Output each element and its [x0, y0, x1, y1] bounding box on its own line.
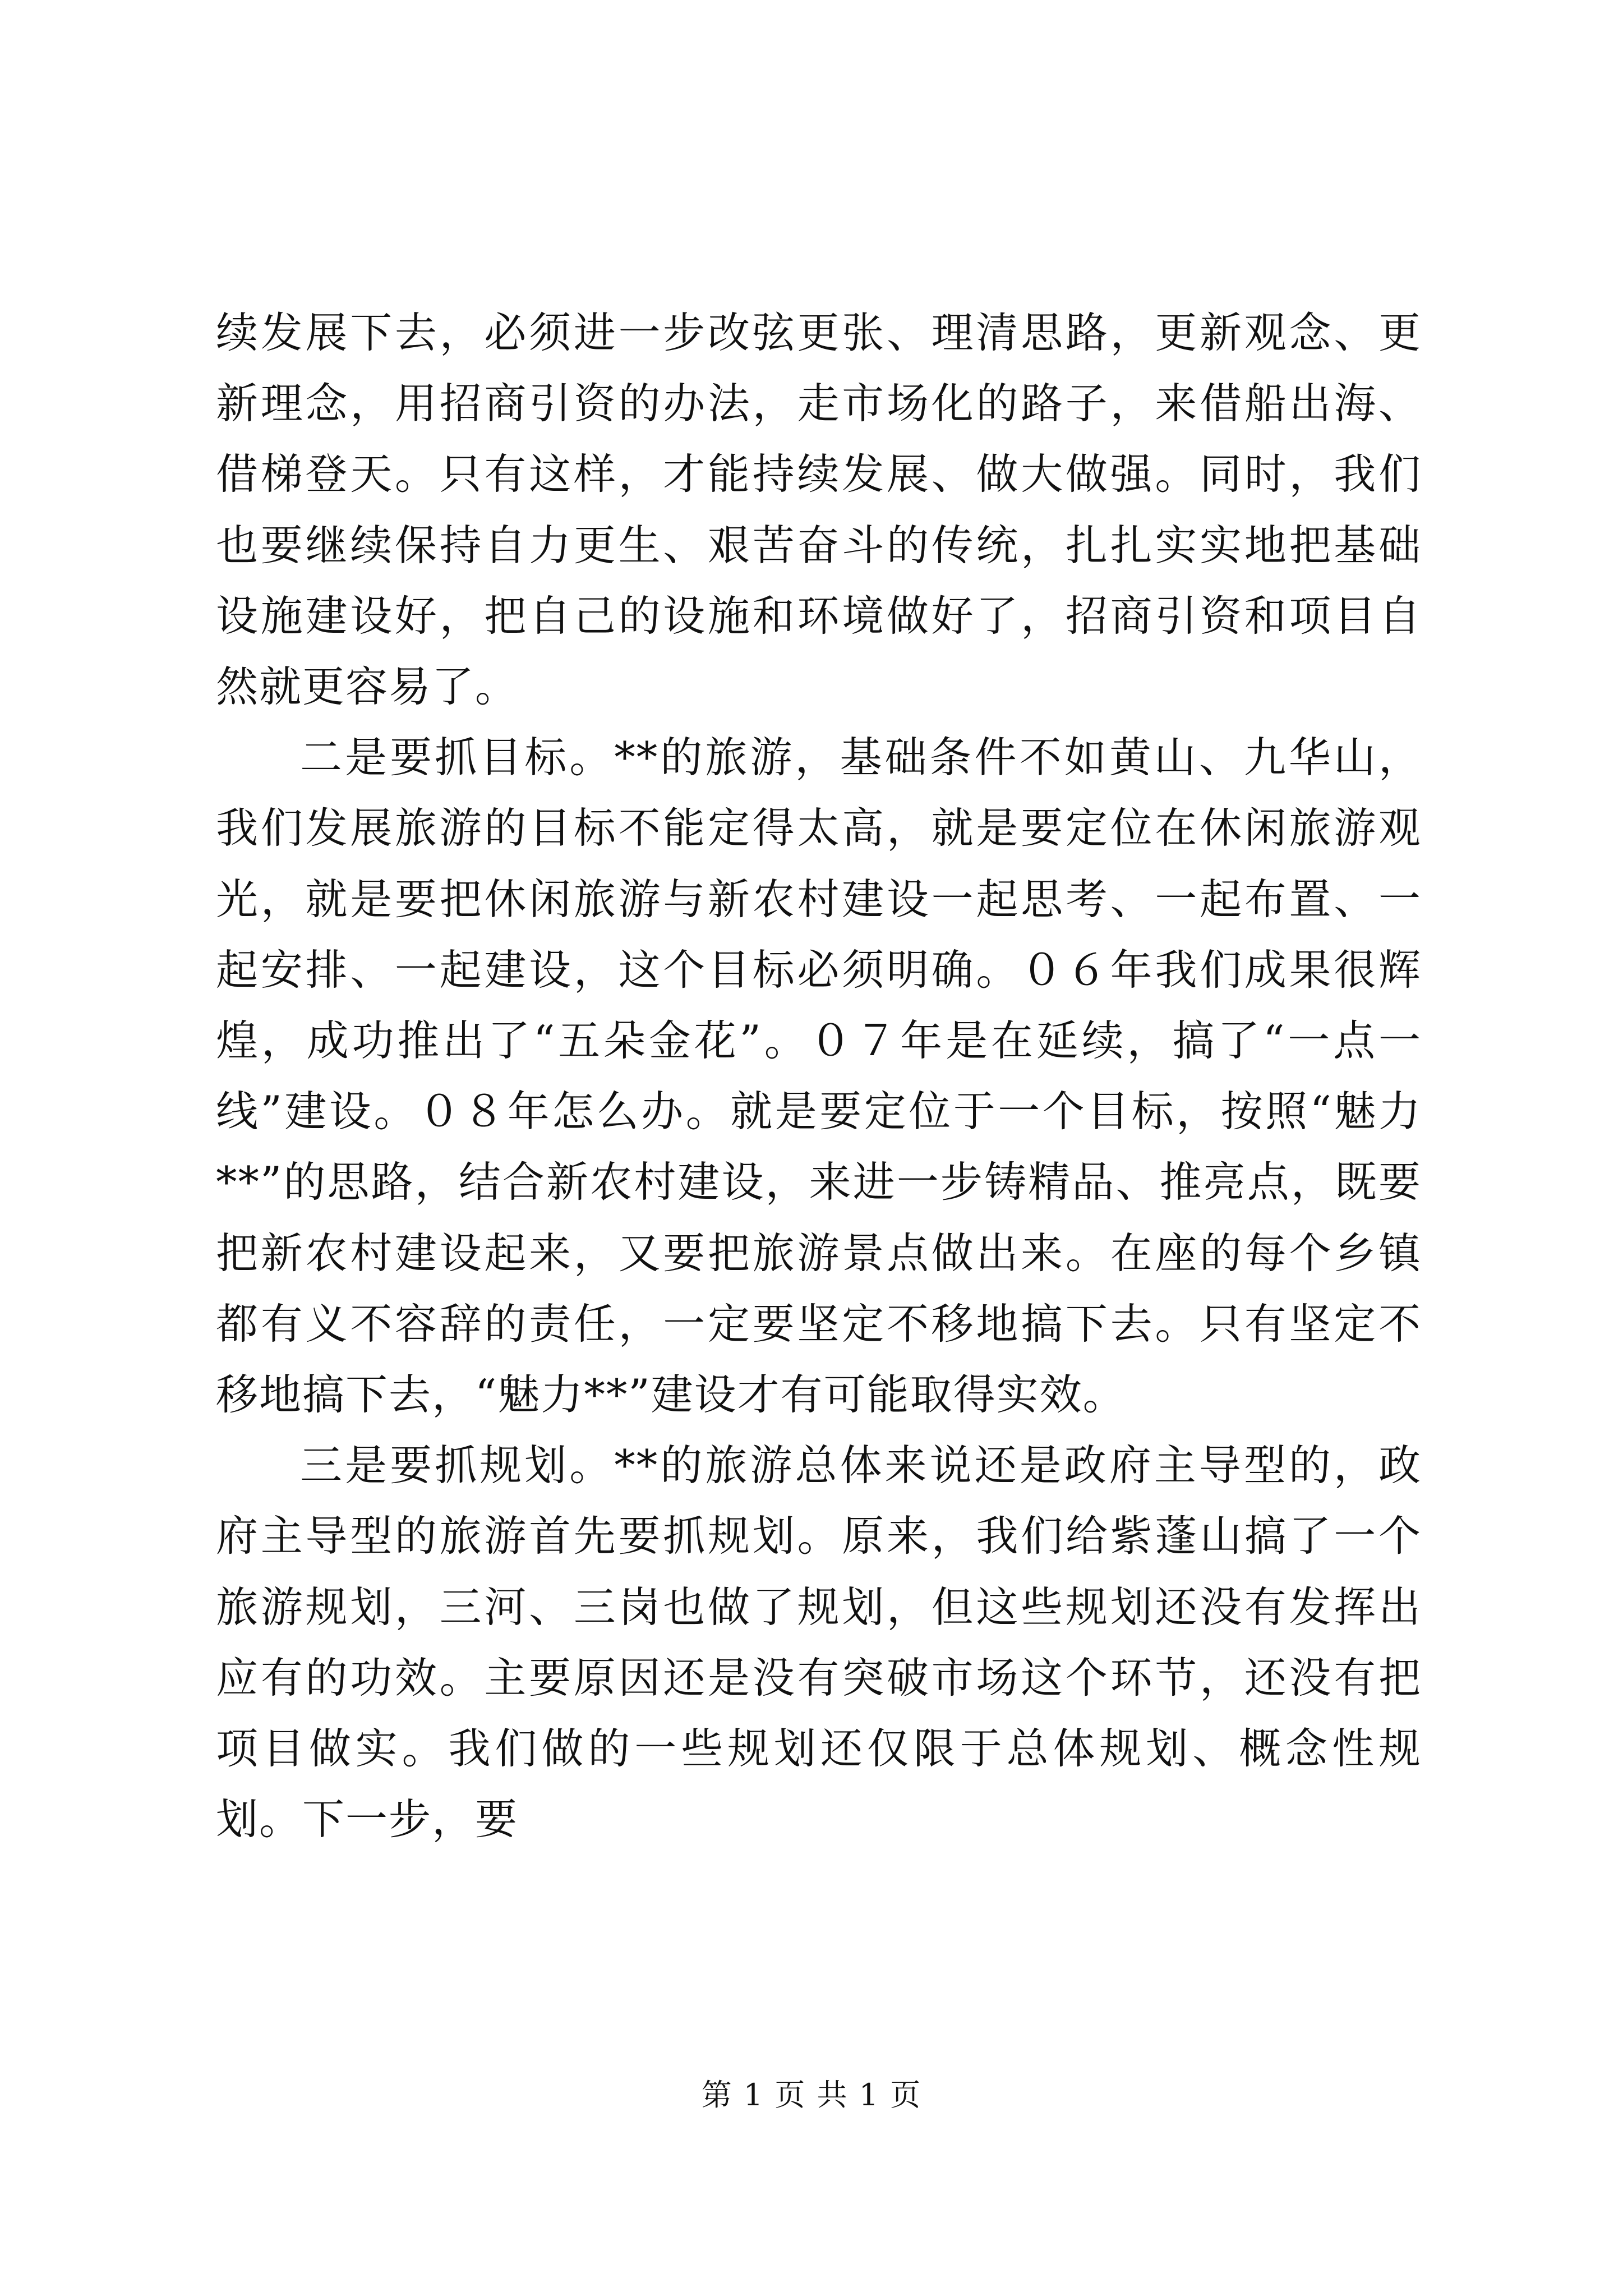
paragraph-1: 续发展下去，必须进一步改弦更张、理清思路，更新观念、更新理念，用招商引资的办法，走市场化的路子，来借船出海、借梯登天。只有这样，才能持续发展、做大做强。同时，我们也要继续保持自力更生、艰苦奋斗的传统，扎扎实实地把基础设施建设好，把自己的设施和环境做好了，招商引资和项目自然就更容易了。 [216, 308, 1422, 712]
paragraph-3: 三是要抓规划。**的旅游总体来说还是政府主导型的，政府主导型的旅游首先要抓规划。原来，我们给紫蓬山搞了一个旅游规划，三河、三岗也做了规划，但这些规划还没有发挥出应有的功效。主要原因还是没有突破市场这个环节，还没有把项目做实。我们做的一些规划还仅限于总体规划、概念性规划。下一步，要 [216, 1441, 1422, 1844]
paragraph-2: 二是要抓目标。**的旅游，基础条件不如黄山、九华山，我们发展旅游的目标不能定得太高，就是要定位在休闲旅游观光，就是要把休闲旅游与新农村建设一起思考、一起布置、一起安排、一起建设，这个目标必须明确。０６年我们成果很辉煌，成功推出了“五朵金花”。０７年是在延续，搞了“一点一线”建设。０８年怎么办。就是要定位于一个目标，按照“魅力**”的思路，结合新农村建设，来进一步铸精品、推亮点，既要把新农村建设起来，又要把旅游景点做出来。在座的每个乡镇都有义不容辞的责任，一定要坚定不移地搞下去。只有坚定不移地搞下去，“魅力**”建设才有可能取得实效。 [216, 733, 1422, 1420]
document-body [216, 297, 1422, 1855]
page-footer: 第 1 页 共 1 页 [701, 2077, 922, 2113]
